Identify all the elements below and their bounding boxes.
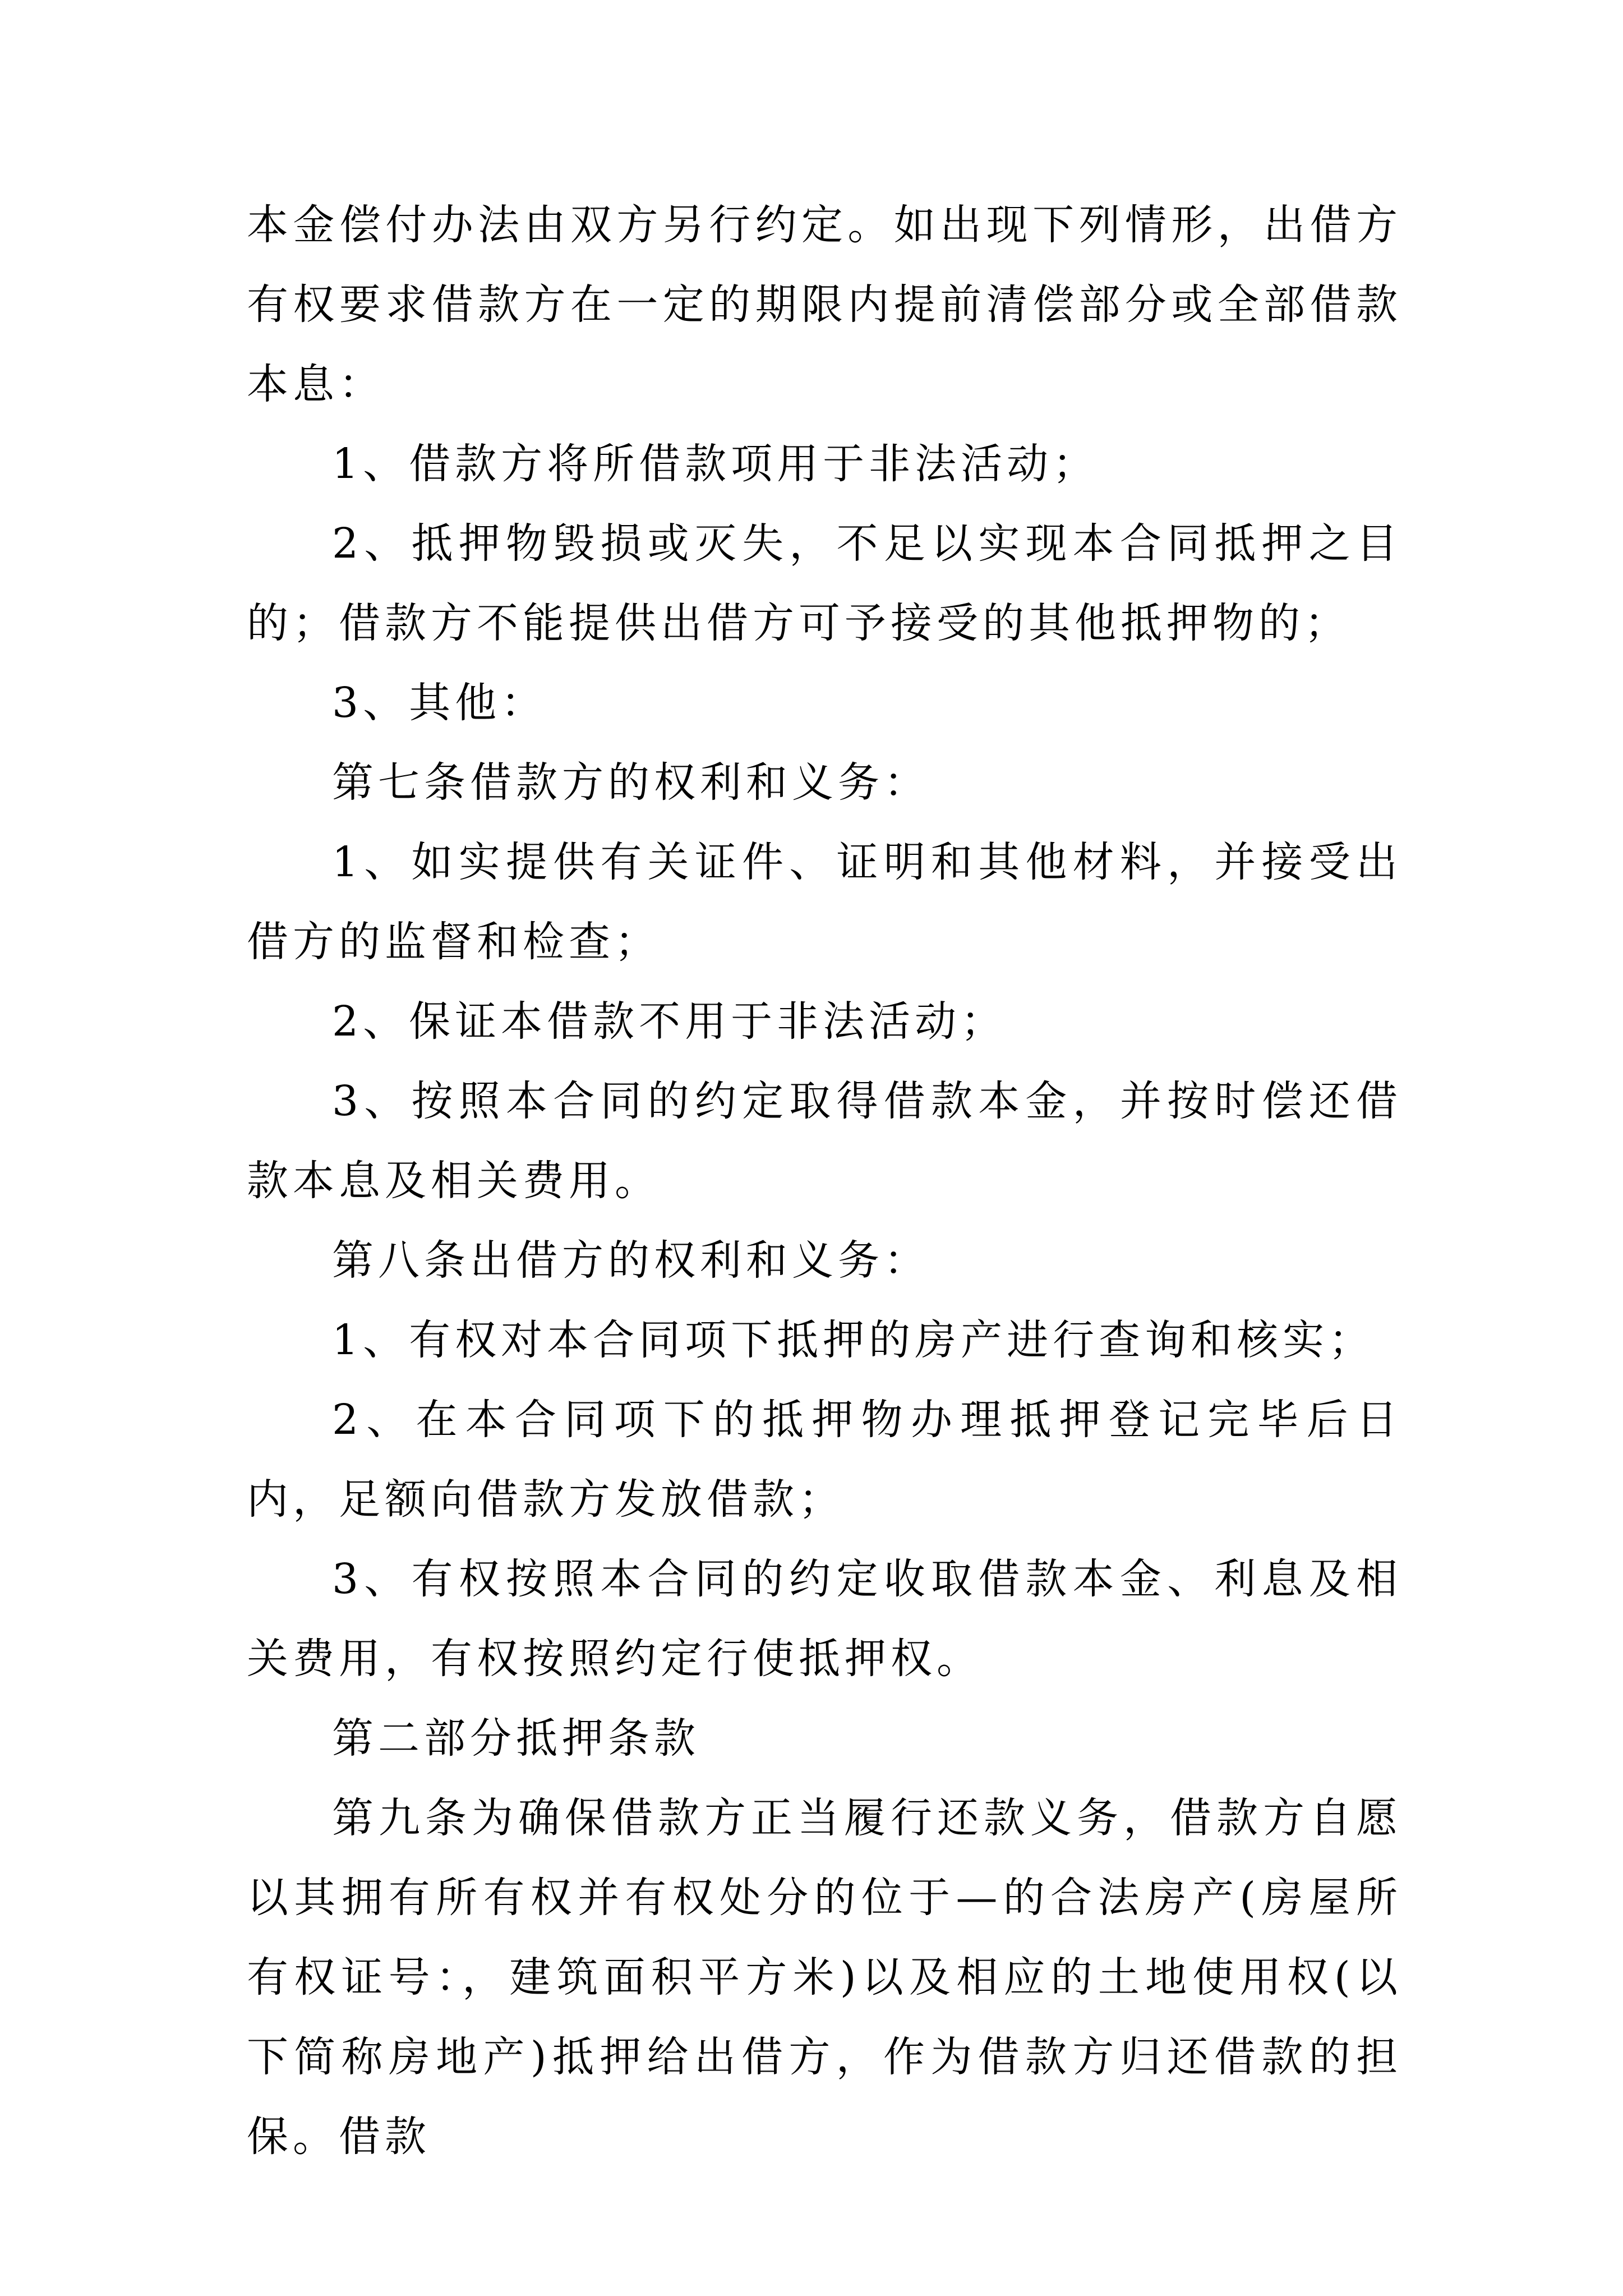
paragraph-lender-right-2: 2、在本合同项下的抵押物办理抵押登记完毕后日内，足额向借款方发放借款； — [247, 1396, 1402, 1524]
paragraph-lender-right-1: 1、有权对本合同项下抵押的房产进行查询和核实； — [332, 1316, 1375, 1364]
part-2-heading: 第二部分抵押条款 — [332, 1714, 700, 1763]
article-7-heading: 第七条借款方的权利和义务： — [332, 758, 930, 807]
article-9-paragraph: 第九条为确保借款方正当履行还款义务，借款方自愿以其拥有所有权并有权处分的位于—的合法房产(房屋所有权证号：，建筑面积平方米)以及相应的土地使用权(以下简称房地产)抵押给出借方，作为借款方归还借款的担保。借款 — [247, 1794, 1402, 2161]
paragraph-borrower-duty-3: 3、按照本合同的约定取得借款本金，并按时偿还借款本息及相关费用。 — [247, 1077, 1402, 1205]
article-8-heading: 第八条出借方的权利和义务： — [332, 1236, 930, 1285]
paragraph-borrower-duty-1: 1、如实提供有关证件、证明和其他材料，并接受出借方的监督和检查； — [247, 838, 1402, 966]
paragraph-item-illegal-use: 1、借款方将所借款项用于非法活动； — [332, 440, 1099, 488]
paragraph-item-collateral-loss: 2、抵押物毁损或灭失，不足以实现本合同抵押之目的；借款方不能提供出借方可予接受的其他抵押物的； — [247, 519, 1402, 647]
document-body — [247, 185, 1402, 2177]
paragraph-lender-right-3: 3、有权按照本合同的约定收取借款本金、利息及相关费用，有权按照约定行使抵押权。 — [247, 1555, 1402, 1683]
paragraph-item-other: 3、其他： — [332, 679, 547, 727]
paragraph-repayment-terms: 本金偿付办法由双方另行约定。如出现下列情形，出借方有权要求借款方在一定的期限内提前清偿部分或全部借款本息： — [247, 201, 1402, 408]
paragraph-borrower-duty-2: 2、保证本借款不用于非法活动； — [332, 997, 1007, 1046]
